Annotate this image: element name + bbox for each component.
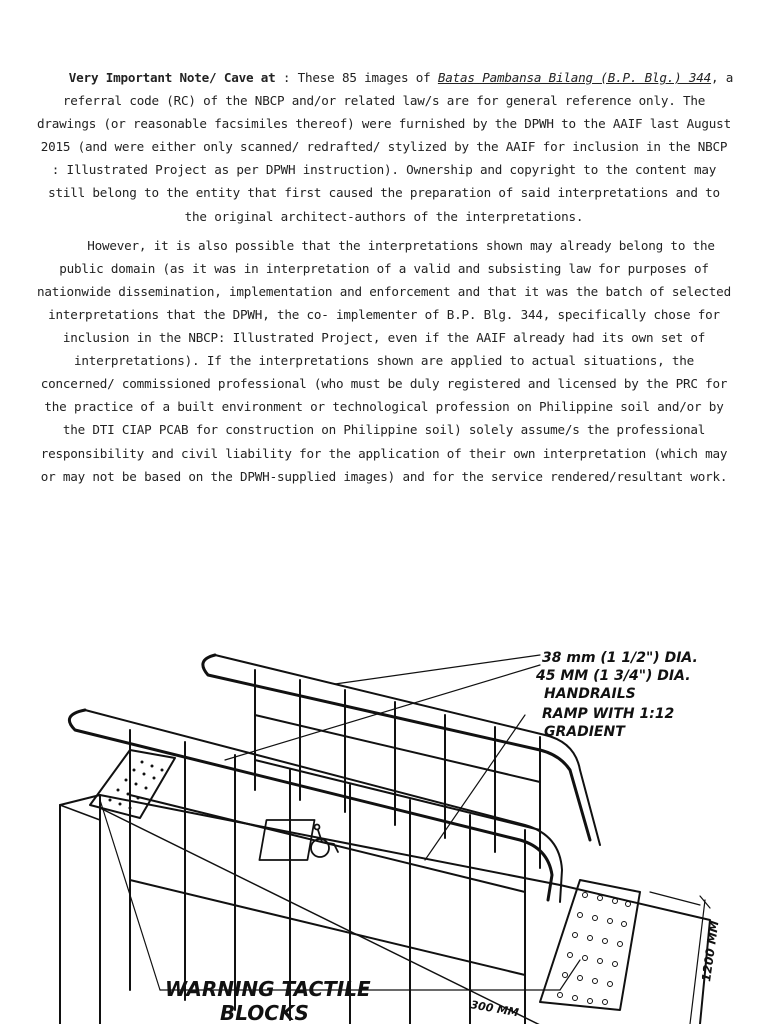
note-paragraph-1-body: , a referral code (RC) of the NBCP and/or related law/s are for general reference only. The drawings (or reasonable facsimiles thereof) were furnished by the DPWH to the AAIF last August 2015 (and were either only scanned/ redrafted/ stylized by the AAIF for inclusion in the NBCP : Illustrated Project as per DPWH instruction). Ownership and copyright to the content may still belong to the entity that first caused the preparation of said interpretations and to the original architect-authors of the interpretations. bbox=[37, 70, 734, 224]
dimension-depth-label: 300 MM bbox=[469, 998, 520, 1020]
dimension-width-label: 1200 MM bbox=[699, 919, 722, 983]
ramp-label-1: RAMP WITH 1:12 bbox=[542, 706, 675, 722]
tactile-label-2: BLOCKS bbox=[220, 1001, 309, 1024]
law-title: Batas Pambansa Bilang (B.P. Blg.) 344 bbox=[437, 70, 712, 85]
handrail-label-2: 45 MM (1 3/4") DIA. bbox=[536, 668, 691, 684]
handrail-label-3: HANDRAILS bbox=[544, 686, 636, 702]
handrail-label-1: 38 mm (1 1/2") DIA. bbox=[542, 650, 698, 666]
note-separator: : These 85 images of bbox=[275, 70, 438, 85]
ramp-illustration bbox=[0, 630, 768, 1024]
ramp-drawing bbox=[0, 630, 768, 1024]
far-handrail bbox=[203, 655, 600, 868]
note-paragraph-1 bbox=[34, 66, 734, 228]
note-heading: Very Important Note/ Cave at bbox=[68, 70, 276, 85]
note-paragraph-2: However, it is also possible that the interpretations shown may already belong to the public domain (as it was in interpretation of a valid and subsisting law for purposes of nationwide dissemination, implementation and enforcement and that it was the batch of selected interpretations that the DPWH, the co- implementer of B.P. Blg. 344, specifically chose for inclusion in the NBCP: Illustrated Project, even if the AAIF already had its own set of interpretations). If the interpretations shown are applied to actual situations, the concerned/ commissioned professional (who must be duly registered and licensed by the PRC for the practice of a built environment or technological profession on Philippine soil and/or by the DTI CIAP PCAB for construction on Philippine soil) solely assume/s the professional responsibility and civil liability for the application of their own interpretation (which may or may not be based on the DPWH-supplied images) and for the service rendered/resultant work. bbox=[37, 237, 731, 484]
tactile-label-1: WARNING TACTILE bbox=[165, 977, 371, 1001]
disclaimer-note bbox=[34, 66, 734, 494]
ramp-label-2: GRADIENT bbox=[544, 724, 625, 740]
